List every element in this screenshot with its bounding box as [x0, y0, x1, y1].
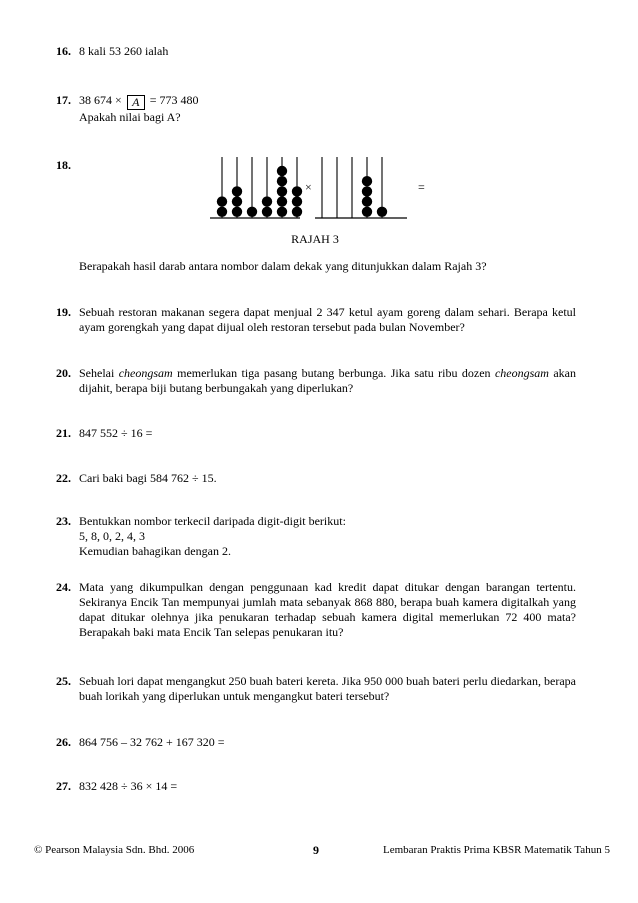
question-number: 23.: [56, 514, 71, 528]
equals-sign: =: [418, 180, 425, 194]
left-abacus-bead: [262, 196, 272, 206]
question-number: 26.: [56, 735, 71, 749]
right-abacus-bead: [362, 196, 372, 206]
question-number: 21.: [56, 426, 71, 440]
question-text: 864 756 – 32 762 + 167 320 =: [79, 735, 225, 749]
equation-left: 38 674 ×: [79, 93, 122, 107]
right-abacus-bead: [362, 176, 372, 186]
question-27: [56, 779, 576, 794]
question-25: [56, 674, 576, 704]
question-number: 19.: [56, 305, 71, 319]
italic-term: cheongsam: [494, 366, 549, 380]
left-abacus-bead: [277, 176, 287, 186]
question-22: [56, 471, 576, 486]
left-abacus-bead: [217, 196, 227, 206]
footer-title: Lembaran Praktis Prima KBSR Matematik Tahun 5: [383, 844, 610, 856]
left-abacus-bead: [232, 196, 242, 206]
question-19: [56, 305, 576, 335]
abacus-right: [315, 157, 407, 218]
question-text: 832 428 ÷ 36 × 14 =: [79, 779, 178, 793]
left-abacus-bead: [277, 186, 287, 196]
left-abacus-bead: [292, 196, 302, 206]
question-text: Berapakah hasil darab antara nombor dalam dekak yang ditunjukkan dalam Rajah 3?: [79, 259, 487, 273]
left-abacus-bead: [217, 207, 227, 217]
right-abacus-bead: [362, 186, 372, 196]
left-abacus-bead: [262, 207, 272, 217]
question-number: 18.: [56, 158, 71, 172]
footer-copyright: © Pearson Malaysia Sdn. Bhd. 2006: [34, 844, 195, 856]
left-abacus-bead: [247, 207, 257, 217]
question-number: 22.: [56, 471, 71, 485]
question-text: Bentukkan nombor terkecil daripada digit-digit berikut:: [79, 514, 346, 528]
left-abacus-bead: [277, 207, 287, 217]
question-number: 20.: [56, 366, 71, 380]
left-abacus-bead: [292, 186, 302, 196]
question-number: 27.: [56, 779, 71, 793]
left-abacus-bead: [232, 186, 242, 196]
right-abacus-bead: [377, 207, 387, 217]
question-text: Cari baki bagi 584 762 ÷ 15.: [79, 471, 217, 485]
page-number: 9: [313, 843, 319, 857]
question-number: 24.: [56, 580, 71, 594]
figure-caption: RAJAH 3: [291, 232, 339, 246]
question-text: Sebuah lori dapat mengangkut 250 buah bateri kereta. Jika 950 000 buah bateri perlu diedarkan, berapa buah lorikah yang diperlukan untuk mengangkut bateri tersebut?: [79, 674, 576, 703]
question-number: 25.: [56, 674, 71, 688]
italic-term: cheongsam: [118, 366, 173, 380]
question-number: 17.: [56, 93, 71, 107]
question-26: [56, 735, 576, 750]
left-abacus-bead: [277, 166, 287, 176]
question-24: [56, 580, 576, 640]
question-text: Apakah nilai bagi A?: [79, 110, 181, 124]
question-20: [56, 366, 576, 396]
abacus-left: [210, 157, 302, 218]
question-text: Kemudian bahagikan dengan 2.: [79, 544, 231, 558]
question-text: 847 552 ÷ 16 =: [79, 426, 153, 440]
question-text: Sebuah restoran makanan segera dapat menjual 2 347 ketul ayam goreng dalam sehari. Berapa ketul ayam gorengkah yang dapat dijual oleh restoran tersebut pada bulan November?: [79, 305, 576, 334]
question-text: Mata yang dikumpulkan dengan penggunaan kad kredit dapat ditukar dengan barangan tertentu. Sekiranya Encik Tan mempunyai jumlah mata sebanyak 868 880, berapa buah kamera digitalkah yang dapat ditukar olehnya jika penukaran terhadap sebuah kamera digital memerlukan 72 400 mata? Berapakah baki mata Encik Tan selepas penukaran itu?: [79, 580, 576, 639]
question-18-text: [56, 259, 576, 274]
question-text: Sehelai cheongsam memerlukan tiga pasang butang berbunga. Jika satu ribu dozen cheongsam akan dijahit, berapa biji butang berbungakah yang diperlukan?: [79, 366, 576, 395]
question-text: 8 kali 53 260 ialah: [79, 44, 169, 58]
question-21: [56, 426, 576, 441]
question-23: [56, 514, 576, 559]
digit-list: 5, 8, 0, 2, 4, 3: [79, 529, 145, 543]
question-number: 16.: [56, 44, 71, 58]
equation-right: = 773 480: [149, 93, 199, 107]
times-sign: ×: [305, 180, 312, 194]
left-abacus-bead: [292, 207, 302, 217]
question-17: [56, 93, 576, 125]
right-abacus-bead: [362, 207, 372, 217]
unknown-box: A: [127, 95, 145, 110]
question-16: [56, 44, 576, 59]
left-abacus-bead: [232, 207, 242, 217]
left-abacus-bead: [277, 196, 287, 206]
abacus-diagram: [205, 155, 435, 225]
